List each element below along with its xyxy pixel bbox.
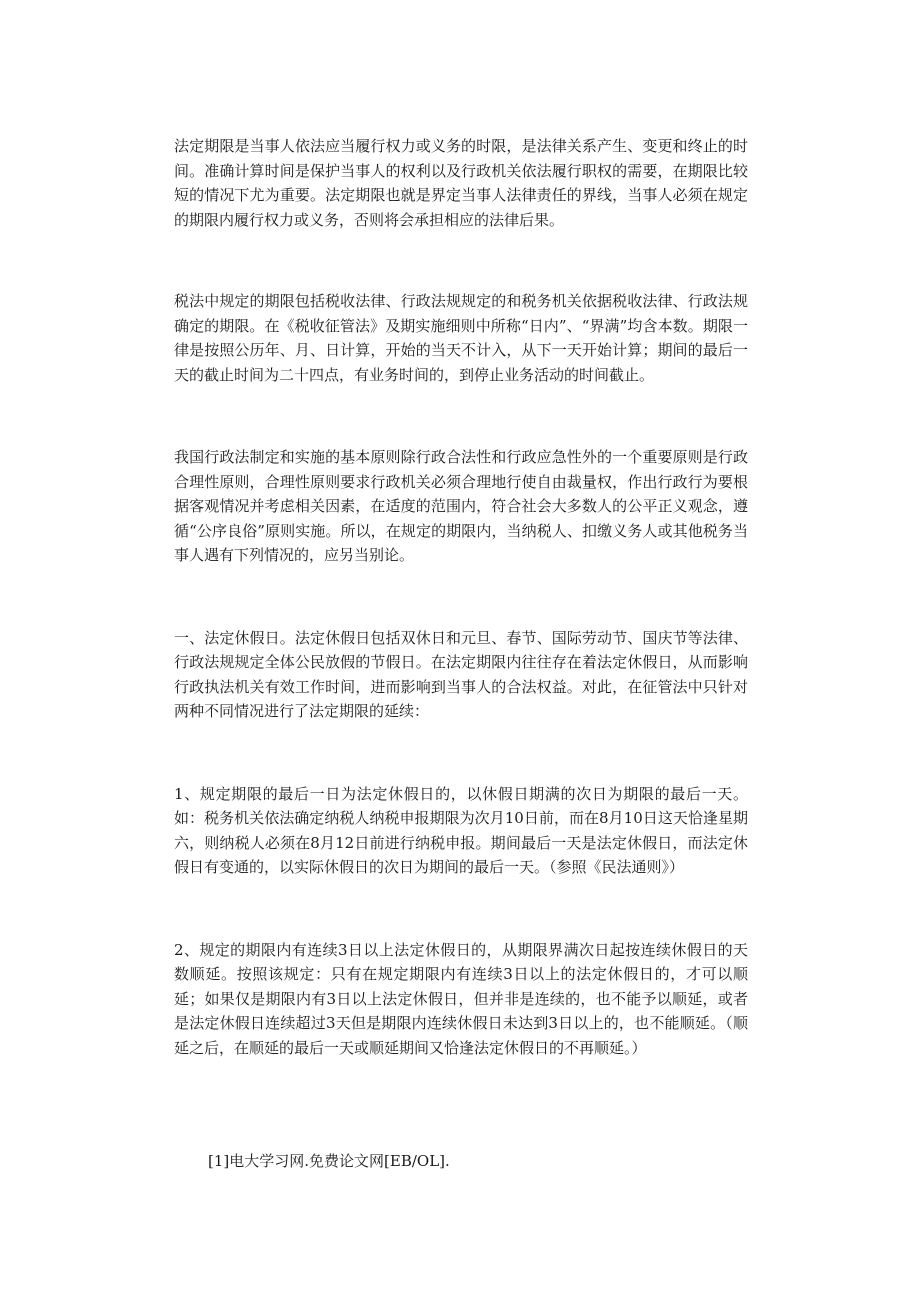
paragraph-tax-law-deadlines: 税法中规定的期限包括税收法律、行政法规规定的和税务机关依据税收法律、行政法规确定的期限。在《税收征管法》及期实施细则中所称“日内”、“界满”均含本数。期限一律是按照公历年、月、日计算，开始的当天不计入，从下一天开始计算；期间的最后一天的截止时间为二十四点，有业务时间的，到停止业务活动的时间截止。	[174, 292, 748, 384]
paragraph-rule-one: 1、规定期限的最后一日为法定休假日的，以休假日期满的次日为期限的最后一天。如：税务机关依法确定纳税人纳税申报期限为次月10日前，而在8月10日这天恰逢星期六，则纳税人必须在8月12日前进行纳税申报。期间最后一天是法定休假日，而法定休假日有变通的，以实际休假日的次日为期间的最后一天。（参照《民法通则》）	[174, 784, 748, 876]
paragraph-statutory-holidays: 一、法定休假日。法定休假日包括双休日和元旦、春节、国际劳动节、国庆节等法律、行政法规规定全体公民放假的节假日。在法定期限内往往存在着法定休假日，从而影响行政执法机关有效工作时间，进而影响到当事人的合法权益。对此，在征管法中只针对两种不同情况进行了法定期限的延续：	[174, 628, 748, 720]
reference-citation: [1]电大学习网.免费论文网[EB/OL].	[208, 1152, 450, 1170]
document-body	[174, 134, 748, 1060]
paragraph-reasonableness-principle: 我国行政法制定和实施的基本原则除行政合法性和行政应急性外的一个重要原则是行政合理性原则，合理性原则要求行政机关必须合理地行使自由裁量权，作出行政行为要根据客观情况并考虑相关因素，在适度的范围内，符合社会大多数人的公平正义观念，遵循“公序良俗”原则实施。所以，在规定的期限内，当纳税人、扣缴义务人或其他税务当事人遇有下列情况的，应另当别论。	[174, 448, 748, 564]
paragraph-rule-two: 2、规定的期限内有连续3日以上法定休假日的，从期限界满次日起按连续休假日的天数顺延。按照该规定：只有在规定期限内有连续3日以上的法定休假日的，才可以顺延；如果仅是期限内有3日以上法定休假日，但并非是连续的，也不能予以顺延，或者是法定休假日连续超过3天但是期限内连续休假日未达到3日以上的，也不能顺延。（顺延之后，在顺延的最后一天或顺延期间又恰逢法定休假日的不再顺延。）	[174, 940, 748, 1057]
paragraph-legal-deadline-definition: 法定期限是当事人依法应当履行权力或义务的时限，是法律关系产生、变更和终止的时间。准确计算时间是保护当事人的权利以及行政机关依法履行职权的需要，在期限比较短的情况下尤为重要。法定期限也就是界定当事人法律责任的界线，当事人必须在规定的期限内履行权力或义务，否则将会承担相应的法律后果。	[174, 137, 748, 229]
